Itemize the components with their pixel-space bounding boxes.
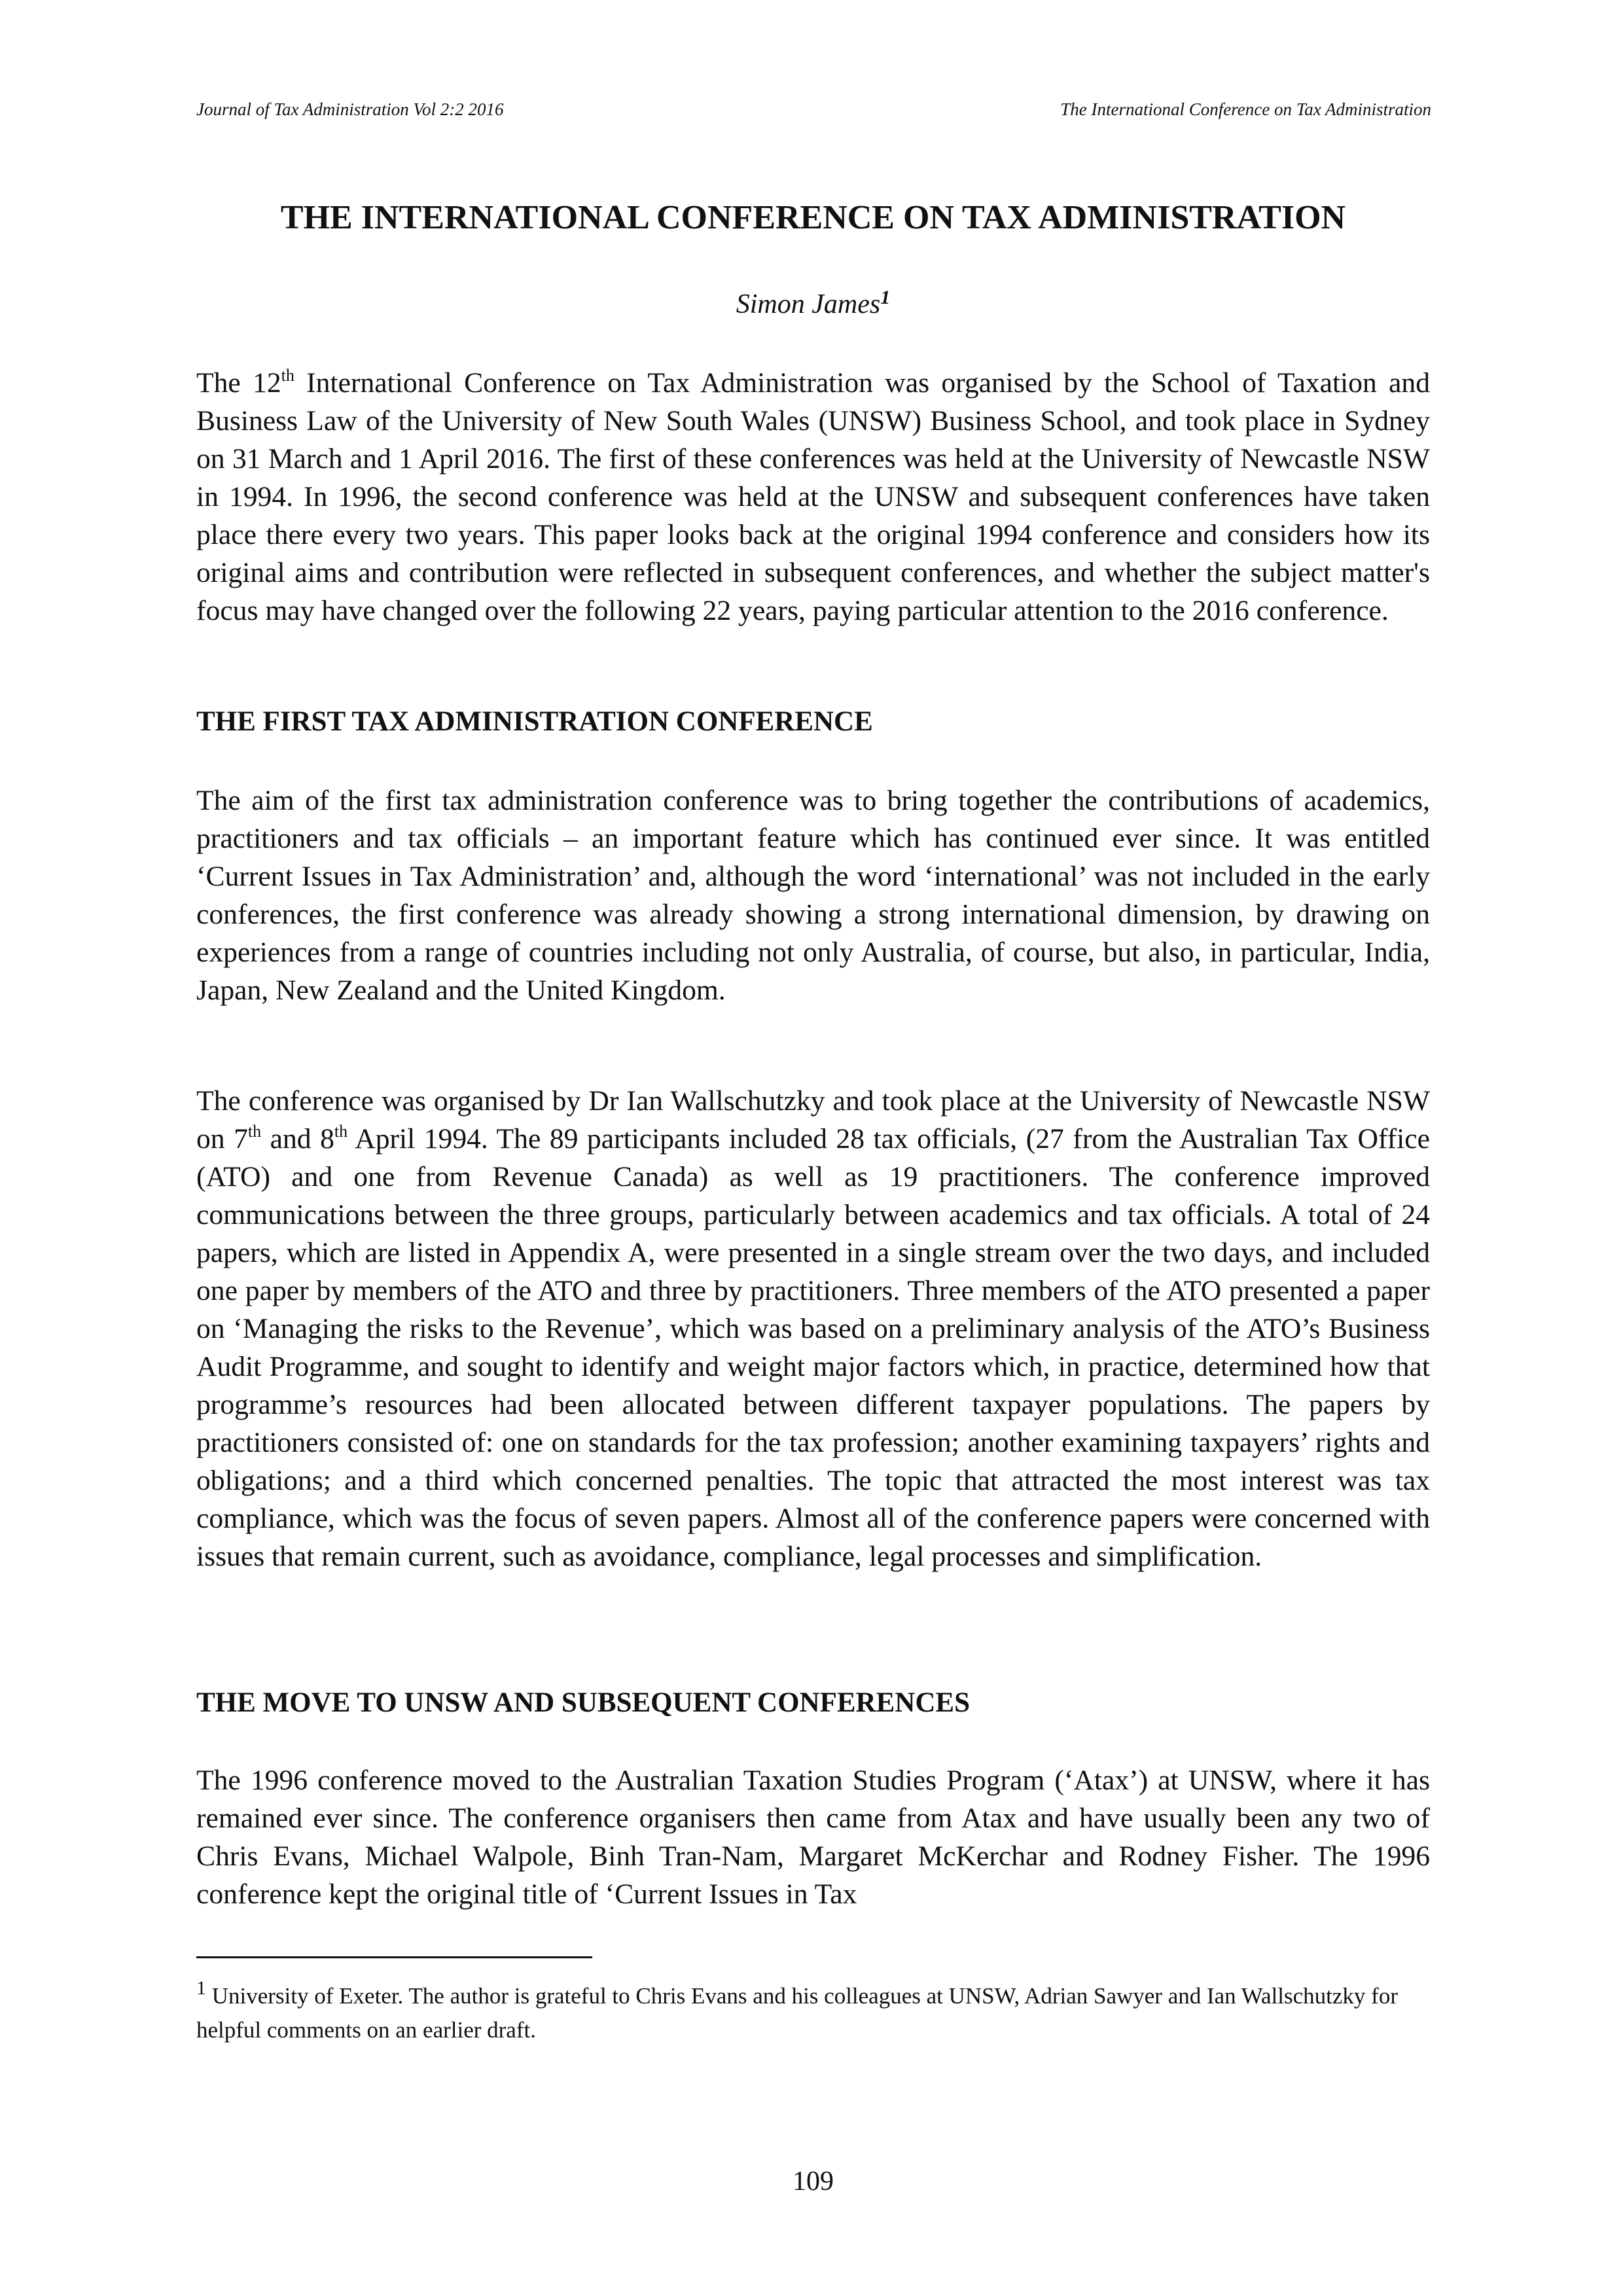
author-footnote-mark: 1	[880, 287, 891, 308]
para2-ordinal-1: th	[247, 1122, 262, 1141]
first-conference-paragraph-2	[196, 1082, 1430, 1575]
footnote-separator	[196, 1956, 592, 1958]
running-header-journal: Journal of Tax Administration Vol 2:2 2016	[196, 99, 504, 119]
running-header-article: The International Conference on Tax Administration	[1060, 99, 1431, 119]
intro-paragraph	[196, 364, 1430, 630]
page-number: 109	[793, 2166, 834, 2197]
author-line	[196, 288, 1430, 321]
para2-text-2: and 8	[261, 1123, 334, 1155]
para2-text-3: April 1994. The 89 participants included 28 tax officials, (27 from the Australian Tax Office (ATO) and one from Revenue Canada) as well as 19 practitioners. The conference improved communications between the three groups, particularly between academics and tax officials. A total of 24 papers, which are listed in Appendix A, were presented in a single stream over the two days, and included one paper by members of the ATO and three by practitioners. Three members of the ATO presented a paper on ‘Managing the risks to the Revenue’, which was based on a preliminary analysis of the ATO’s Business Audit Programme, and sought to identify and weight major factors which, in practice, determined how that programme’s resources had been allocated between different taxpayer populations. The papers by practitioners consisted of: one on standards for the tax profession; another examining taxpayers’ rights and obligations; and a third which concerned penalties. The topic that attracted the most interest was tax compliance, which was the focus of seven papers. Almost all of the conference papers were concerned with issues that remain current, such as avoidance, compliance, legal processes and simplification.	[196, 1123, 1430, 1572]
intro-text-start: The 12	[196, 367, 281, 399]
author-name: Simon James	[736, 289, 881, 319]
intro-text-rest: International Conference on Tax Administration was organised by the School of Taxation and Business Law of the University of New South Wales (UNSW) Business School, and took place in Sydney on 31 March and 1 April 2016. The first of these conferences was held at the University of Newcastle NSW in 1994. In 1996, the second conference was held at the UNSW and subsequent conferences have taken place there every two years. This paper looks back at the original 1994 conference and considers how its original aims and contribution were reflected in subsequent conferences, and whether the subject matter's focus may have changed over the following 22 years, paying particular attention to the 2016 conference.	[196, 367, 1430, 626]
first-conference-paragraph-1: The aim of the first tax administration conference was to bring together the contributions of academics, practitioners and tax officials – an important feature which has continued ever since. It was entitled ‘Current Issues in Tax Administration’ and, although the word ‘international’ was not included in the early conferences, the first conference was already showing a strong international dimension, by drawing on experiences from a range of countries including not only Australia, of course, but also, in particular, India, Japan, New Zealand and the United Kingdom.	[196, 785, 1430, 1006]
footnote	[196, 1979, 1430, 2047]
para2-text-1: The conference was organised by Dr Ian Wallschutzky and took place at the University of Newcastle NSW on 7	[196, 1085, 1430, 1155]
section-heading-move-to-unsw: THE MOVE TO UNSW AND SUBSEQUENT CONFERENCES	[196, 1687, 970, 1718]
section-heading-first-conference: THE FIRST TAX ADMINISTRATION CONFERENCE	[196, 706, 873, 737]
article-title: THE INTERNATIONAL CONFERENCE ON TAX ADMINISTRATION	[280, 199, 1346, 236]
footnote-text: University of Exeter. The author is grateful to Chris Evans and his colleagues at UNSW, Adrian Sawyer and Ian Wallschutzky for helpful comments on an earlier draft.	[196, 1983, 1398, 2043]
para2-ordinal-2: th	[334, 1122, 348, 1141]
footnote-mark: 1	[196, 1977, 206, 1999]
move-to-unsw-paragraph-1: The 1996 conference moved to the Australian Taxation Studies Program (‘Atax’) at UNSW, where it has remained ever since. The conference organisers then came from Atax and have usually been any two of Chris Evans, Michael Walpole, Binh Tran-Nam, Margaret McKerchar and Rodney Fisher. The 1996 conference kept the original title of ‘Current Issues in Tax	[196, 1765, 1430, 1910]
intro-ordinal: th	[281, 366, 294, 385]
